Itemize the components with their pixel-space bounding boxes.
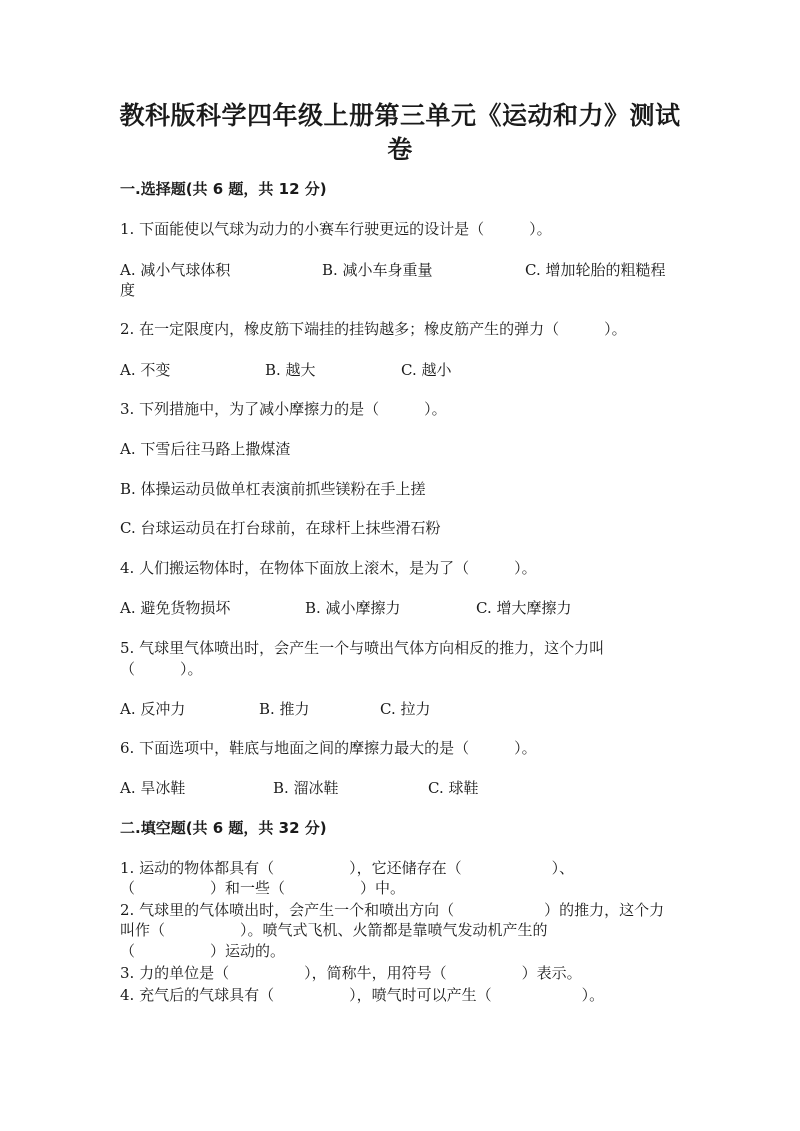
question-3-stem: 3. 下列措施中，为了减小摩擦力的是（ ）。 <box>120 400 447 418</box>
fill-line-3: 2. 气球里的气体喷出时，会产生一个和喷出方向（ ）的推力，这个力 <box>120 901 665 919</box>
question-1-option-b: B. 减小车身重量 <box>322 261 433 279</box>
question-3-option-a: A. 下雪后往马路上撒煤渣 <box>120 440 291 458</box>
question-3-option-c: C. 台球运动员在打台球前，在球杆上抹些滑石粉 <box>120 519 441 537</box>
fill-line-1: 1. 运动的物体都具有（ ），它还储存在（ ）、 <box>120 859 575 877</box>
question-3-option-b: B. 体操运动员做单杠表演前抓些镁粉在手上搓 <box>120 480 426 498</box>
question-1-option-c: C. 增加轮胎的粗糙程 <box>525 261 666 279</box>
question-1-stem: 1. 下面能使以气球为动力的小赛车行驶更远的设计是（ ）。 <box>120 220 552 238</box>
question-6-option-b: B. 溜冰鞋 <box>273 779 339 797</box>
fill-line-5: （ ）运动的。 <box>120 942 286 960</box>
question-2-stem: 2. 在一定限度内，橡皮筋下端挂的挂钩越多；橡皮筋产生的弹力（ ）。 <box>120 320 627 338</box>
question-2-option-a: A. 不变 <box>120 361 171 379</box>
question-4-stem: 4. 人们搬运物体时，在物体下面放上滚木，是为了（ ）。 <box>120 559 537 577</box>
section-heading-fill: 二.填空题(共 6 题，共 32 分) <box>120 819 327 837</box>
question-4-option-c: C. 增大摩擦力 <box>476 599 572 617</box>
question-4-option-a: A. 避免货物损坏 <box>120 599 231 617</box>
fill-line-2: （ ）和一些（ ）中。 <box>120 879 406 897</box>
page-title-line2: 卷 <box>387 135 413 164</box>
fill-line-7: 4. 充气后的气球具有（ ），喷气时可以产生（ ）。 <box>120 986 605 1004</box>
page-title-line1: 教科版科学四年级上册第三单元《运动和力》测试 <box>119 101 681 130</box>
question-6-stem: 6. 下面选项中，鞋底与地面之间的摩擦力最大的是（ ）。 <box>120 739 537 757</box>
question-1-option-c-cont: 度 <box>120 281 136 299</box>
question-5-stem: 5. 气球里气体喷出时，会产生一个与喷出气体方向相反的推力，这个力叫 <box>120 639 605 657</box>
question-5-option-b: B. 推力 <box>259 700 310 718</box>
question-6-option-a: A. 旱冰鞋 <box>120 779 186 797</box>
question-4-option-b: B. 减小摩擦力 <box>305 599 401 617</box>
fill-line-4: 叫作（ ）。喷气式飞机、火箭都是靠喷气发动机产生的 <box>120 921 548 939</box>
section-heading-choice: 一.选择题(共 6 题，共 12 分) <box>120 180 327 198</box>
question-1-option-a: A. 减小气球体积 <box>120 261 231 279</box>
question-6-option-c: C. 球鞋 <box>428 779 479 797</box>
question-2-option-b: B. 越大 <box>265 361 316 379</box>
fill-line-6: 3. 力的单位是（ ），简称牛，用符号（ ）表示。 <box>120 964 582 982</box>
question-5-option-c: C. 拉力 <box>380 700 431 718</box>
question-2-option-c: C. 越小 <box>401 361 452 379</box>
question-5-stem-cont: （ ）。 <box>120 660 203 678</box>
question-5-option-a: A. 反冲力 <box>120 700 186 718</box>
